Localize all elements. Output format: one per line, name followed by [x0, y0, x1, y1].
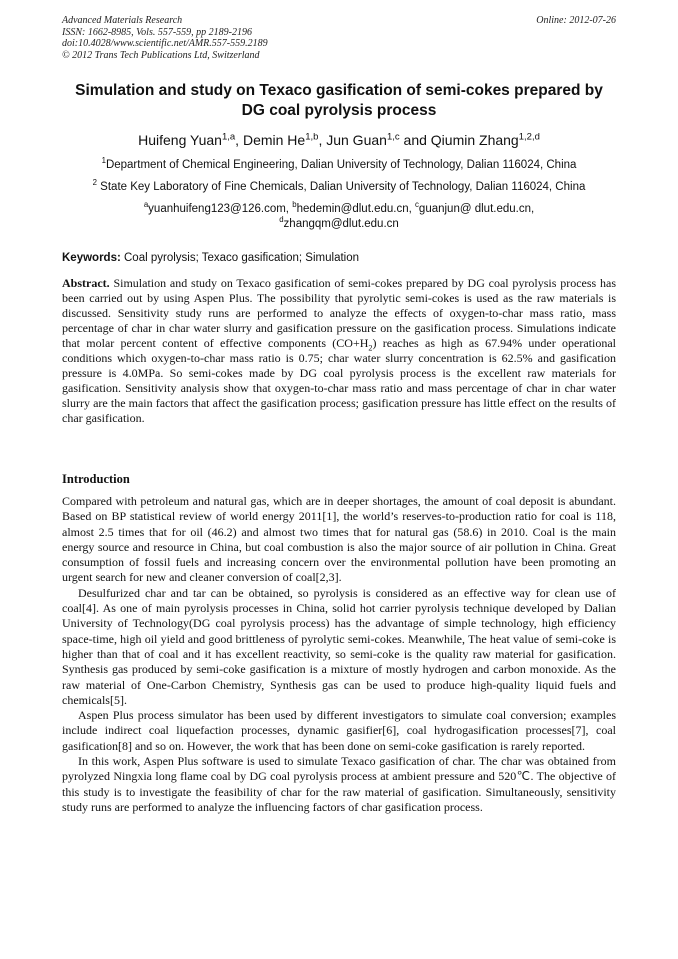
email-line-1: [62, 202, 616, 217]
affiliation-text: Department of Chemical Engineering, Dalian University of Technology, Dalian 116024, China: [105, 159, 577, 171]
author-affil-mark: 1,a: [221, 131, 236, 143]
journal-header: [62, 15, 616, 61]
email-mark: a: [143, 200, 149, 210]
email-mark: b: [292, 200, 297, 210]
intro-paragraph: Desulfurized char and tar can be obtained, so pyrolysis is considered as an effective way for clean use of coal[4]. As one of main pyrolysis processes in China, solid hot carrier pyrolysis technique developed by Dalian University of Technology(DG coal pyrolysis process) has the advantage of simple technology, high efficiency space-time, high oil yield and good brittleness of pyrolytic semi-cokes. Meanwhile, The heat value of semi-coke is higher than that of coal and it has excellent reactivity, so semi-coke is the quality raw material for gasification. Synthesis gas produced by semi-coke gasification is a mixture of mostly hydrogen and carbon monoxide. As the raw material of One-Carbon Chemistry, Synthesis gas can be used to produce high-quality liquid fuels and chemicals[5].: [62, 585, 616, 707]
abstract-label: Abstract.: [62, 276, 110, 290]
author-name: Jun Guan: [326, 132, 387, 148]
author-separator: ,: [235, 132, 243, 148]
issn-line: ISSN: 1662-8985, Vols. 557-559, pp 2189-2196: [62, 26, 252, 38]
introduction-body: [62, 494, 616, 815]
author-list: [62, 131, 616, 149]
keywords-text: Coal pyrolysis; Texaco gasification; Simulation: [120, 252, 360, 264]
abstract-text-2: ) reaches as high as 67.94% under operational conditions which oxygen-to-char mass ratio is 0.75; char water slurry concentration is 62.5% and gasification pressure is 4.0MPa. So semi-cokes made by DG coal pyrolysis process is the excellent raw materials for gasification. Sensitivity analysis show that oxygen-to-char mass ratio and mass percentage of char in char water slurry are the main factors that affect the gasification process; gasification pressure has little effect on the results of char gasification.: [62, 336, 616, 425]
affiliation-2: [62, 180, 616, 195]
author-name: Demin He: [242, 132, 306, 148]
abstract: [62, 276, 616, 426]
affiliation-1: [62, 158, 616, 173]
doi-line: doi:10.4028/www.scientific.net/AMR.557-559.2189: [62, 38, 268, 49]
section-heading-introduction: Introduction: [62, 472, 130, 486]
email-d[interactable]: zhangqm@dlut.edu.cn: [283, 217, 399, 230]
paper-title: Simulation and study on Texaco gasification of semi-cokes prepared by DG coal pyrolysis process: [75, 82, 603, 119]
email-mark: d: [279, 214, 284, 224]
author-affil-mark: 1,2,d: [518, 131, 540, 143]
email-line-2: [62, 214, 616, 232]
affiliation-mark: 2: [92, 178, 97, 188]
author-affil-mark: 1,b: [305, 131, 319, 143]
author-separator: ,: [318, 132, 327, 148]
author-name: Qiumin Zhang: [430, 132, 519, 148]
author-affil-mark: 1,c: [386, 131, 400, 143]
journal-name: Advanced Materials Research: [62, 15, 183, 26]
email-c[interactable]: guanjun@ dlut.edu.cn,: [418, 203, 535, 215]
keywords: [62, 251, 616, 266]
online-date: Online: 2012-07-26: [536, 15, 616, 26]
email-b[interactable]: hedemin@dlut.edu.cn,: [296, 203, 416, 215]
intro-paragraph: In this work, Aspen Plus software is used to simulate Texaco gasification of char. The char was obtained from pyrolyzed Ningxia long flame coal by DG coal pyrolysis process at ambient pressure and 520℃. The objective of this study is to investigate the feasibility of char for the raw material of gasification. Simultaneously, sensitivity study runs are performed to analyze the influencing factors of char gasification process.: [62, 754, 616, 814]
keywords-label: Keywords:: [62, 252, 121, 264]
copyright-line: © 2012 Trans Tech Publications Ltd, Switzerland: [62, 49, 260, 61]
affiliation-text: State Key Laboratory of Fine Chemicals, Dalian University of Technology, Dalian 116024, China: [96, 181, 586, 193]
abstract-subscript: 2: [368, 343, 373, 353]
abstract-text-1: Simulation and study on Texaco gasification of semi-cokes prepared by DG coal pyrolysis process has been carried out by using Aspen Plus. The possibility that pyrolytic semi-cokes is used as the raw materials is discussed. Sensitivity study runs are performed to analyze the effects of oxygen-to-char mass ratio, mass percentage of char in char water slurry and gasification pressure on the gasification process. Simulations indicate that molar percent content of effective components (CO+H: [62, 276, 616, 350]
author-name: Huifeng Yuan: [138, 132, 222, 148]
intro-paragraph: Aspen Plus process simulator has been used by different investigators to simulate coal conversion; examples include indirect coal liquefaction processes, dynamic gasifier[6], coal hydrogasification processes[7], coal gasification[8] and so on. However, the work that has been done on semi-coke gasification is rarely reported.: [62, 708, 616, 753]
author-emails: [62, 202, 616, 231]
email-mark: c: [415, 200, 419, 210]
author-separator: and: [399, 132, 431, 148]
intro-paragraph: Compared with petroleum and natural gas, which are in deeper shortages, the amount of coal deposit is abundant. Based on BP statistical review of world energy 2011[1], the world’s reserves-to-production ratio for coal is 118, almost 2.5 times that for oil (46.2) and almost two times that for natural gas (58.6) in 2010. Coal is the main energy source and resource in China, but coal combustion is also the major source of air pollution in China. Great consumption of fossil fuels and increasing concern over the environmental pollution have been promoting an urgent search for new and cleaner conversion of coal[2,3].: [62, 494, 616, 585]
email-a[interactable]: yuanhuifeng123@126.com,: [148, 203, 293, 215]
affiliation-mark: 1: [101, 156, 106, 166]
